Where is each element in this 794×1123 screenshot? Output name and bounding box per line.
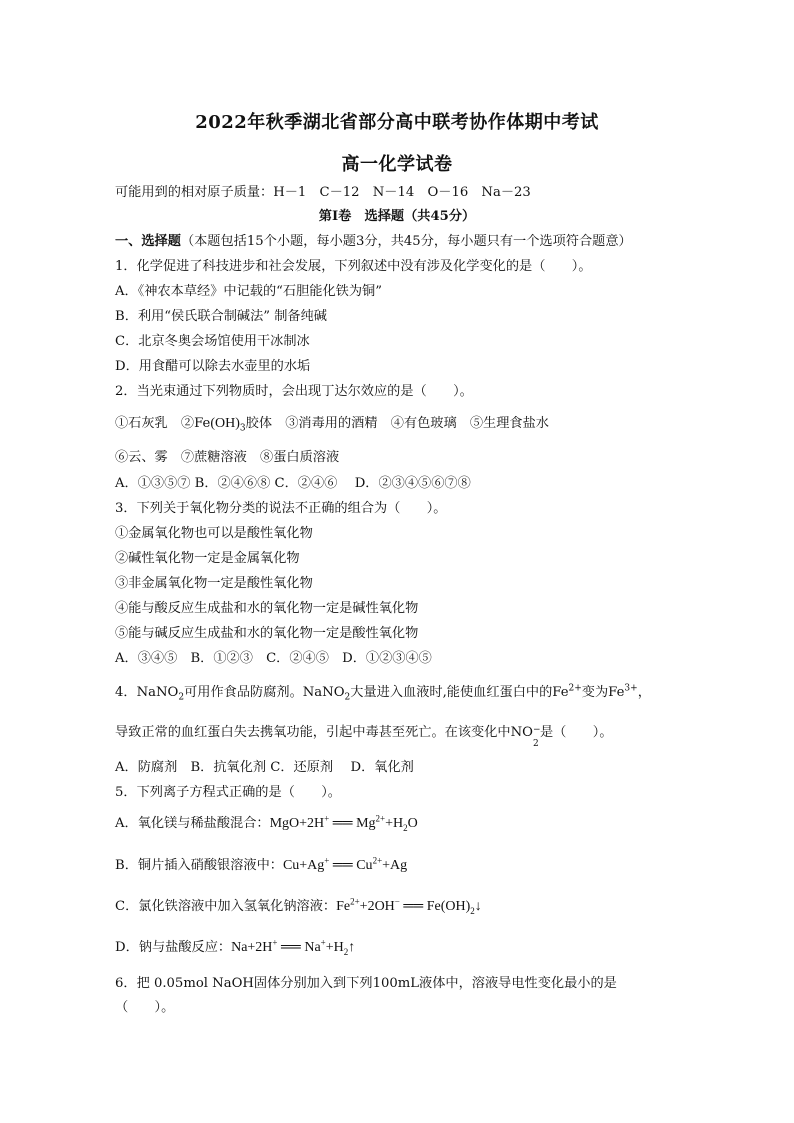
q2-items-line2: ⑥云、雾 ⑦蔗糖溶液 ⑧蛋白质溶液 xyxy=(115,450,340,465)
q4-options: A．防腐剂 B．抗氧化剂 C．还原剂 D．氧化剂 xyxy=(115,760,414,775)
q3-statement-1: ①金属氧化物也可以是酸性氧化物 xyxy=(115,526,313,541)
q3-statement-4: ④能与酸反应生成盐和水的氧化物一定是碱性氧化物 xyxy=(115,601,419,616)
q3-options: A．③④⑤ B．①②③ C．②④⑤ D．①②③④⑤ xyxy=(115,651,432,666)
q1-option-b: B．利用“侯氏联合制碱法” 制备纯碱 xyxy=(115,309,327,324)
part-title: 第Ⅰ卷 选择题（共45分） xyxy=(318,209,476,224)
q1-option-d: D．用食醋可以除去水壶里的水垢 xyxy=(115,359,311,374)
q1-option-c: C．北京冬奥会场馆使用干冰制冰 xyxy=(115,334,310,349)
q2-items-line1: ①石灰乳 $②Fe(OH)_3$胶体 ③消毒用的酒精 ④有色玻璃 ⑤生理食盐水 xyxy=(115,416,549,434)
section-label: 一、选择题 xyxy=(115,234,181,249)
q5-option-a: A．氧化镁与稀盐酸混合：MgO+2H+ ══ $Mg^{2+}+H_2O$ xyxy=(115,813,418,833)
q4-stem-line1: 4．NaNO$_2$可用作食品防腐剂。NaNO$_2$大量进入血液时,能使血红蛋白中的$Fe^{2+}$变为$Fe^{3+}$， xyxy=(115,683,651,703)
q3-statement-3: ③非金属氧化物一定是酸性氧化物 xyxy=(115,576,313,591)
q1-option-a: A．《神农本草经》中记载的“石胆能化铁为铜” xyxy=(115,284,382,299)
q5-option-c: C．氯化铁溶液中加入氢氧化钠溶液：$Fe^{2+}+2OH^-$ ══ $Fe(OH)_2↓$ xyxy=(115,896,482,916)
q5-option-d: D．钠与盐酸反应：Na+2H+ ══ $Na^++H_2↑$ xyxy=(115,937,356,957)
exam-subtitle: 高一化学试卷 xyxy=(341,154,453,175)
q3-statement-5: ⑤能与碱反应生成盐和水的氧化物一定是酸性氧化物 xyxy=(115,626,419,641)
exam-title: 2022年秋季湖北省部分高中联考协作体期中考试 xyxy=(195,112,599,133)
section-desc: （本题包括15个小题，每小题3分，共45分，每小题只有一个选项符合题意） xyxy=(180,234,632,249)
atomic-masses: 可能用到的相对原子质量：H－1 C－12 N－14 O－16 Na－23 xyxy=(115,185,531,200)
q1-stem: 1．化学促进了科技进步和社会发展，下列叙述中没有涉及化学变化的是（ ）。 xyxy=(115,259,592,274)
q2-options: A．①③⑤⑦ B．②④⑥⑧ C．②④⑥ D．②③④⑤⑥⑦⑧ xyxy=(115,476,471,491)
q6-stem: 6．把 0.05mol NaOH固体分别加入到下列100mL液体中，溶液导电性变化最小的是 xyxy=(115,976,617,991)
section-heading xyxy=(115,233,632,251)
q5-stem: 5．下列离子方程式正确的是（ ）。 xyxy=(115,785,341,800)
q5-option-b: B．铜片插入硝酸银溶液中：Cu+Ag+ ══ $Cu^{2+}+Ag$ xyxy=(115,855,408,873)
q3-stem: 3．下列关于氧化物分类的说法不正确的组合为（ ）。 xyxy=(115,501,447,516)
q4-stem-line2: 导致正常的血红蛋白失去携氧功能，引起中毒甚至死亡。在该变化中NO − 2 是（ ）。 xyxy=(115,725,613,749)
q2-stem: 2．当光束通过下列物质时，会出现丁达尔效应的是（ ）。 xyxy=(115,384,473,399)
q6-stem-2: （ ）。 xyxy=(115,1000,175,1015)
q3-statement-2: ②碱性氧化物一定是金属氧化物 xyxy=(115,551,300,566)
